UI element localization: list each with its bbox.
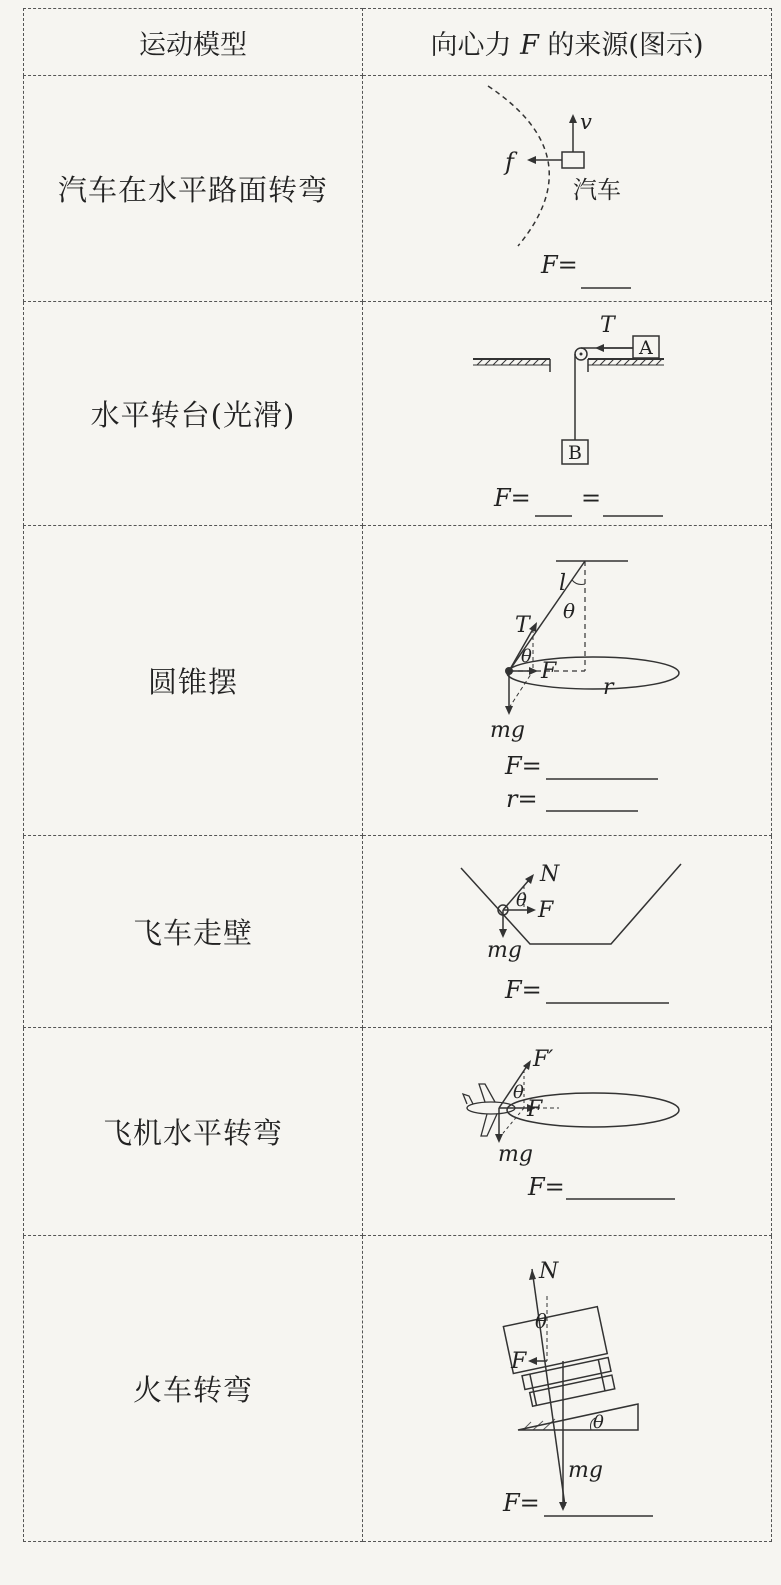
- header-source: 向心力 F 的来源(图示): [363, 9, 772, 76]
- svg-text:θ: θ: [516, 890, 527, 911]
- svg-text:θ: θ: [535, 1309, 548, 1333]
- svg-text:l: l: [559, 571, 567, 596]
- model-name: 飞机水平转弯: [24, 1028, 363, 1236]
- svg-text:mg: mg: [490, 718, 525, 743]
- model-name: 飞车走壁: [24, 836, 363, 1028]
- svg-text:B: B: [568, 442, 582, 464]
- figure-turntable: [363, 302, 772, 526]
- diagram-pendulum: [363, 526, 773, 836]
- svg-text:θ: θ: [593, 1412, 604, 1433]
- svg-text:F: F: [538, 898, 554, 923]
- svg-text:T: T: [600, 313, 615, 338]
- table-row: [24, 1028, 772, 1236]
- svg-text:F=: F=: [541, 251, 578, 279]
- svg-text:r: r: [603, 675, 614, 700]
- centripetal-force-table: [23, 8, 772, 1542]
- header-row: [24, 9, 772, 76]
- table-row: [24, 302, 772, 526]
- svg-text:T: T: [515, 613, 530, 638]
- model-name: 汽车在水平路面转弯: [24, 76, 363, 302]
- figure-conical-pendulum: [363, 526, 772, 836]
- svg-text:F=: F=: [505, 752, 542, 780]
- model-name: 圆锥摆: [24, 526, 363, 836]
- svg-text:F′: F′: [533, 1047, 554, 1072]
- table-row: [24, 526, 772, 836]
- svg-text:θ: θ: [521, 646, 532, 667]
- svg-text:r=: r=: [506, 785, 538, 813]
- track-profile: [461, 864, 681, 944]
- svg-text:A: A: [639, 337, 653, 359]
- svg-text:N: N: [539, 1259, 559, 1284]
- svg-text:θ: θ: [563, 599, 576, 623]
- svg-text:F: F: [511, 1349, 527, 1374]
- table-row: [24, 1236, 772, 1542]
- svg-text:v: v: [580, 110, 592, 134]
- diagram-wall: [363, 836, 773, 1028]
- table-row: [24, 76, 772, 302]
- figure-train-turn: [363, 1236, 772, 1542]
- svg-text:mg: mg: [487, 938, 522, 963]
- svg-text:F: F: [541, 659, 557, 684]
- svg-text:F=: F=: [503, 1489, 540, 1517]
- svg-text:mg: mg: [568, 1458, 603, 1483]
- svg-text:=: =: [581, 484, 602, 512]
- svg-text:F=: F=: [528, 1173, 565, 1201]
- table-row: [24, 836, 772, 1028]
- figure-wall-riding: [363, 836, 772, 1028]
- svg-text:mg: mg: [498, 1142, 533, 1167]
- svg-text:f: f: [505, 148, 514, 176]
- model-name: 水平转台(光滑): [24, 302, 363, 526]
- model-name: 火车转弯: [24, 1236, 363, 1542]
- diagram-train: [363, 1236, 773, 1542]
- diagram-airplane: [363, 1028, 773, 1236]
- svg-text:N: N: [540, 862, 560, 887]
- header-model: 运动模型: [24, 9, 363, 76]
- diagram-car: [363, 76, 773, 302]
- svg-text:F=: F=: [494, 484, 531, 512]
- svg-text:F: F: [527, 1097, 543, 1122]
- banked-track: [518, 1404, 638, 1430]
- figure-car-turning: [363, 76, 772, 302]
- svg-text:θ: θ: [513, 1082, 524, 1103]
- car-block: [562, 152, 584, 168]
- svg-text:汽车: 汽车: [573, 176, 621, 204]
- figure-airplane-turn: [363, 1028, 772, 1236]
- svg-text:F=: F=: [505, 976, 542, 1004]
- diagram-turntable: [363, 302, 773, 526]
